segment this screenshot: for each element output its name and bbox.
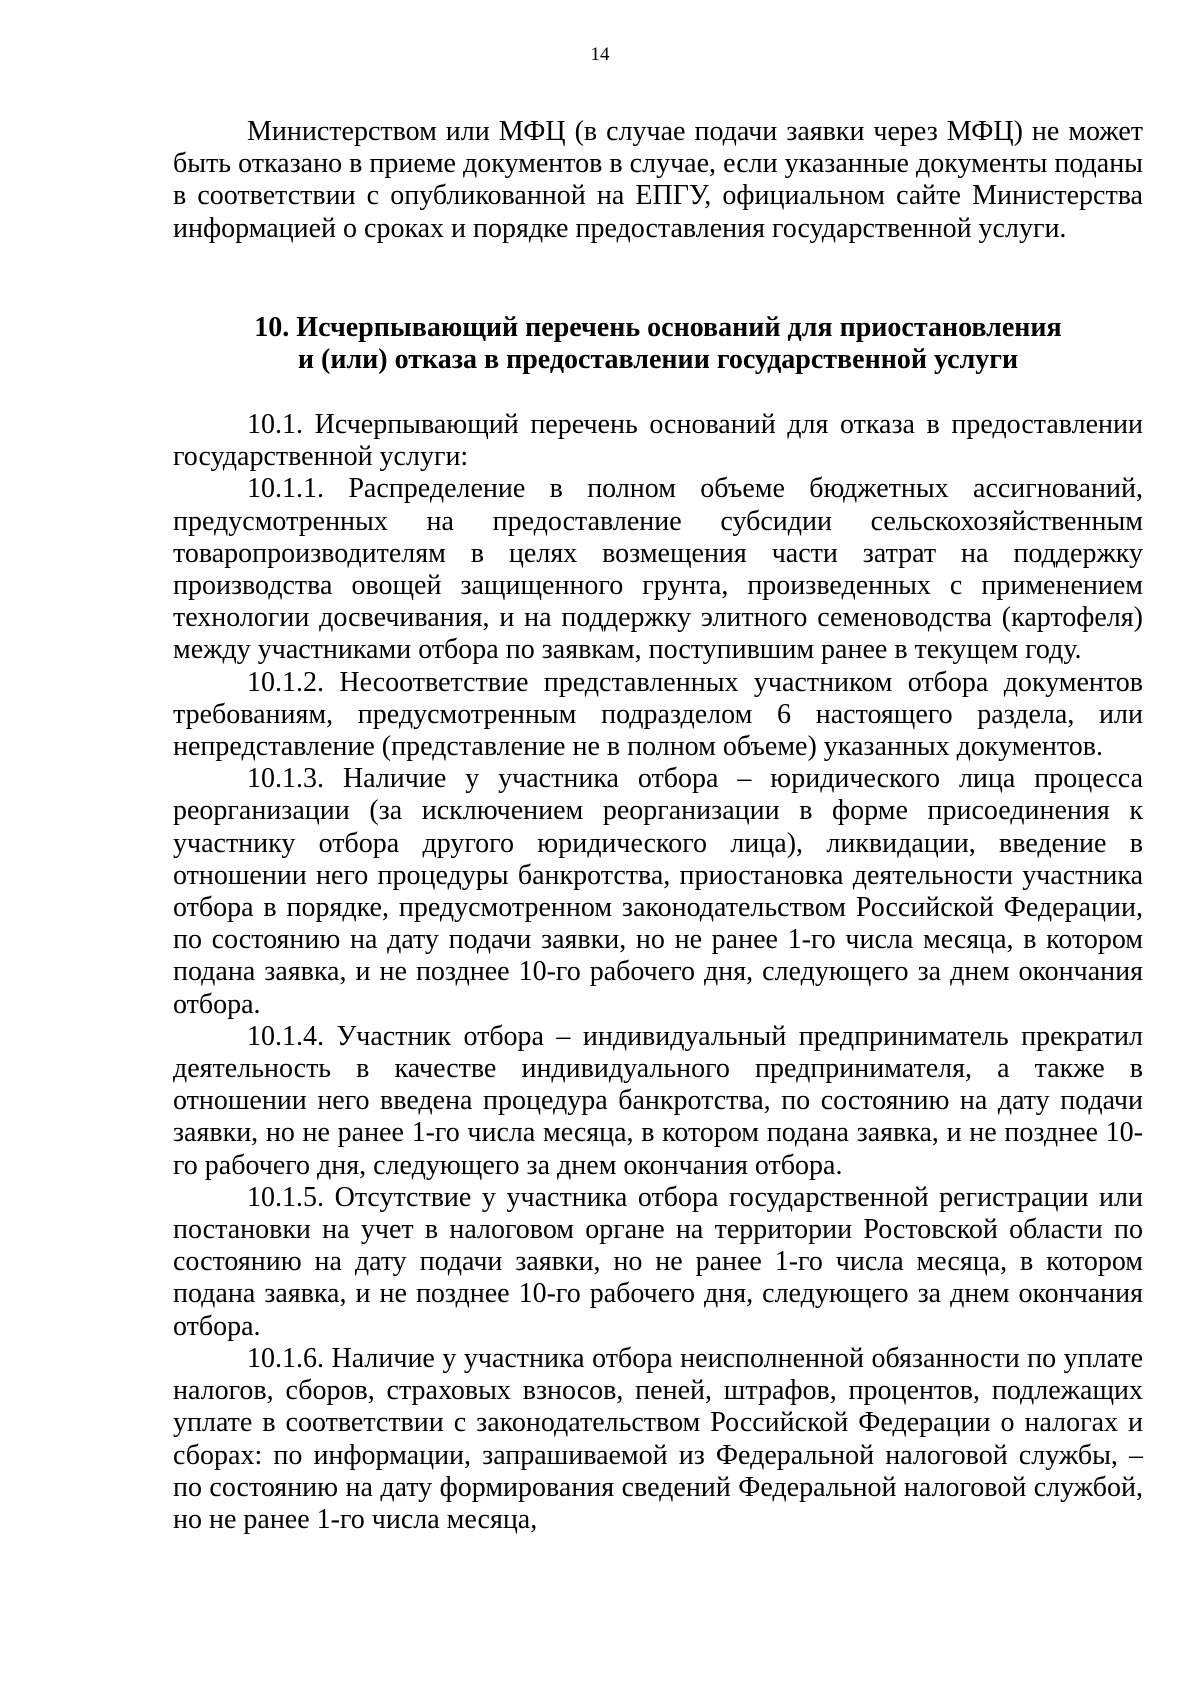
paragraph-10-1-1: 10.1.1. Распределение в полном объеме бюджетных ассигнований, предусмотренных на предоставление субсидии сельскохозяйственным товаропроизводителям в целях возмещения части затрат на поддержку производства овощей защищенного грунта, произведенных с применением технологии досвечивания, и на поддержку элитного семеноводства (картофеля) между участниками отбора по заявкам, поступившим ранее в текущем году. [173, 473, 1143, 666]
intro-paragraph: Министерством или МФЦ (в случае подачи заявки через МФЦ) не может быть отказано в приеме документов в случае, если указанные документы поданы в соответствии с опубликованной на ЕПГУ, официальном сайте Министерства информацией о сроках и порядке предоставления государственной услуги. [173, 116, 1143, 244]
section-body [173, 409, 1143, 1536]
paragraph-10-1-4: 10.1.4. Участник отбора – индивидуальный предприниматель прекратил деятельность в качестве индивидуального предпринимателя, а также в отношении него введена процедура банкротства, по состоянию на дату подачи заявки, но не ранее 1-го числа месяца, в котором подана заявка, и не позднее 10-го рабочего дня, следующего за днем окончания отбора. [173, 1020, 1143, 1181]
paragraph-10-1-6: 10.1.6. Наличие у участника отбора неисполненной обязанности по уплате налогов, сборов, страховых взносов, пеней, штрафов, процентов, подлежащих уплате в соответствии с законодательством Российской Федерации о налогах и сборах: по информации, запрашиваемой из Федеральной налоговой службы, – по состоянию на дату формирования сведений Федеральной налоговой службой, но не ранее 1-го числа месяца, [173, 1342, 1143, 1535]
paragraph-10-1-2: 10.1.2. Несоответствие представленных участником отбора документов требованиям, предусмотренным подразделом 6 настоящего раздела, или непредставление (представление не в полном объеме) указанных документов. [173, 666, 1143, 763]
section-heading-line-2: и (или) отказа в предоставлении государственной услуги [297, 344, 1019, 376]
paragraph-10-1: 10.1. Исчерпывающий перечень оснований для отказа в предоставлении государственной услуги: [173, 409, 1143, 473]
intro-block [173, 116, 1143, 245]
paragraph-10-1-5: 10.1.5. Отсутствие у участника отбора государственной регистрации или постановки на учет в налоговом органе на территории Ростовской области по состоянию на дату подачи заявки, но не ранее 1-го числа месяца, в котором подана заявка, и не позднее 10-го рабочего дня, следующего за днем окончания отбора. [173, 1181, 1143, 1342]
section-heading-line-1: 10. Исчерпывающий перечень оснований для приостановления [254, 312, 1062, 343]
paragraph-10-1-3: 10.1.3. Наличие у участника отбора – юридического лица процесса реорганизации (за исключением реорганизации в форме присоединения к участнику отбора другого юридического лица), ликвидации, введение в отношении него процедуры банкротства, приостановка деятельности участника отбора в порядке, предусмотренном законодательством Российской Федерации, по состоянию на дату подачи заявки, но не ранее 1-го числа месяца, в котором подана заявка, и не позднее 10-го рабочего дня, следующего за днем окончания отбора. [173, 763, 1143, 1020]
page-number: 14 [590, 44, 610, 65]
section-heading [173, 312, 1143, 376]
